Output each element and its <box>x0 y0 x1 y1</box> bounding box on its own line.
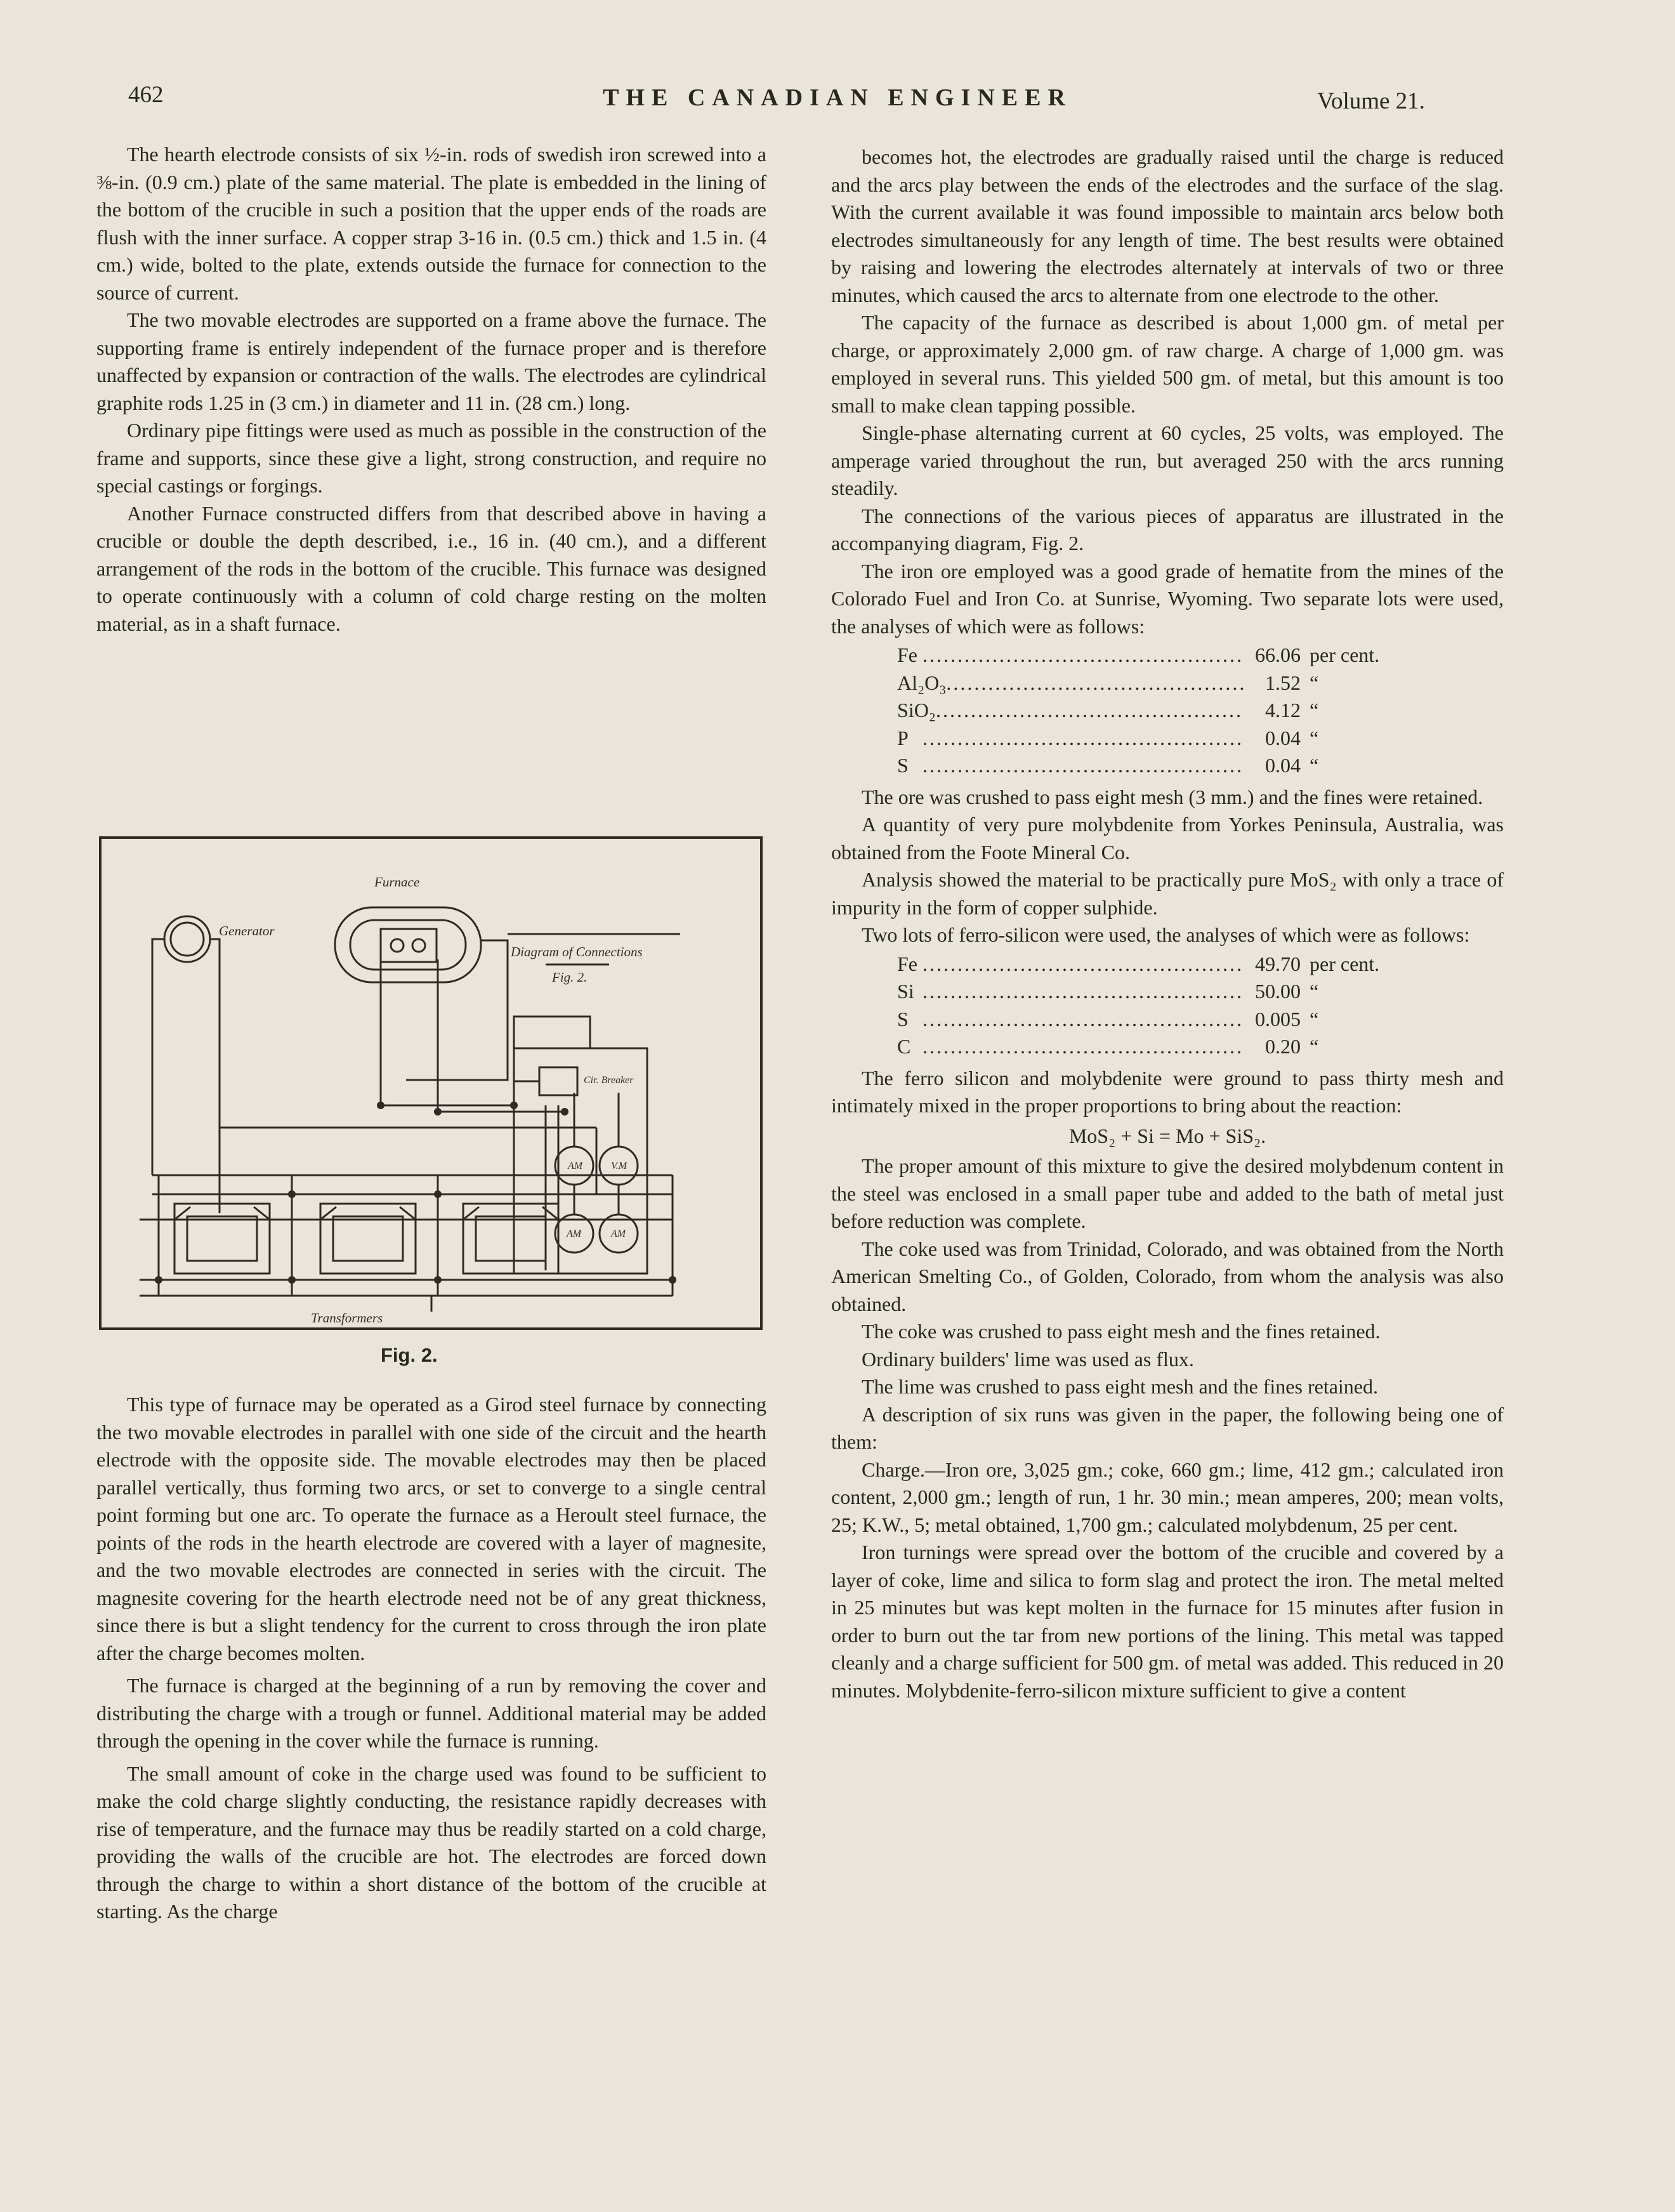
breaker-label: Cir. Breaker <box>584 1075 634 1086</box>
paragraph: A quantity of very pure molybdenite from Yorkes Peninsula, Australia, was obtained from the Foote Mineral Co. <box>831 813 1504 864</box>
journal-title: THE CANADIAN ENGINEER <box>603 84 1072 111</box>
table-row: S ..... 0.04 “ <box>897 752 1417 780</box>
table-row: Fe ..... 49.70 per cent. <box>897 951 1417 978</box>
table-row: SiO₂ ..... 4.12 “ <box>897 697 1417 725</box>
table-row: S ..... 0.005 “ <box>897 1006 1417 1034</box>
paragraph: The connections of the various pieces of apparatus are illustrated in the accompanying diagram, Fig. 2. <box>831 504 1504 555</box>
paragraph: Single-phase alternating current at 60 cycles, 25 volts, was employed. The amperage varied throughout the run, but averaged 250 with the arcs running steadily. <box>831 421 1504 499</box>
paragraph: The small amount of coke in the charge used was found to be sufficient to make the cold charge slightly conducting, the resistance rapidly decreases with rise of temperature, and the furnace may thus be readily started on a cold charge, providing the walls of the crucible are hot. The electrodes are forced down through the charge to within a short distance of the bottom of the crucible at starting. As the charge <box>96 1761 766 1923</box>
connection-diagram <box>99 836 763 1330</box>
paragraph: Iron turnings were spread over the bottom of the crucible and covered by a layer of coke, lime and silica to form slag and protect the iron. The metal melted in 25 minutes but was kept molten in the furnace for 15 minutes after fusion in order to burn out the tar from new portions of the lining. This metal was tapped cleanly and a charge sufficient for 500 gm. of metal was added. This reduced in 20 minutes. Molybdenite-ferro-silicon mixture sufficient to give a content <box>831 1541 1504 1702</box>
paragraph: A description of six runs was given in the paper, the following being one of them: <box>831 1402 1504 1453</box>
left-column-top <box>96 141 766 638</box>
paragraph: Ordinary pipe fittings were used as much as possible in the construction of the frame and supports, since these give a light, strong construction, and require no special castings or forgings. <box>96 419 766 497</box>
paragraph: Analysis showed the material to be practically pure MoS₂ with only a trace of impurity in the form of copper sulphide. <box>831 868 1504 919</box>
paragraph: This type of furnace may be operated as a Girod steel furnace by connecting the two movable electrodes in parallel with one side of the circuit and the hearth electrode with the opposite side. The movable electrodes may then be placed parallel vertically, thus forming two arcs, or set to converge to a single central point forming but one arc. To operate the furnace as a Heroult steel furnace, the points of the rods in the hearth electrode are covered with a layer of magnesite, and the two movable electrodes are connected in series with the circuit. The magnesite covering for the hearth electrode need not be of any great thickness, since there is but a slight tendency for the current to cross through the iron plate after the charge becomes molten. <box>96 1393 766 1664</box>
paragraph: Another Furnace constructed differs from that described above in having a crucible or double the depth described, i.e., 16 in. (40 cm.), and a different arrangement of the rods in the bottom of the crucible. This furnace was designed to operate continuously with a column of cold charge resting on the molten material, as in a shaft furnace. <box>96 501 766 635</box>
table-row: P ..... 0.04 “ <box>897 725 1417 753</box>
reaction-equation: MoS₂ + Si = Mo + SiS₂. <box>1068 1124 1266 1147</box>
paragraph: becomes hot, the electrodes are gradually raised until the charge is reduced and the arcs play between the ends of the electrodes and the surface of the slag. With the current available it was found impossible to maintain arcs below both electrodes simultaneously for any length of time. The best results were obtained by raising and lowering the electrodes alternately at intervals of two or three minutes, which caused the arcs to alternate from one electrode to the other. <box>831 145 1504 306</box>
figure-caption: Fig. 2. <box>381 1344 438 1366</box>
ammeter-label: AM <box>611 1228 626 1239</box>
paragraph: Charge.—Iron ore, 3,025 gm.; coke, 660 gm.; lime, 412 gm.; calculated iron content, 2,000 gm.; length of run, 1 hr. 30 min.; mean amperes, 200; mean volts, 25; K.W., 5; metal obtained, 1,700 gm.; calculated molybdenum, 25 per cent. <box>831 1458 1504 1536</box>
page-number: 462 <box>128 82 164 108</box>
left-column-bottom <box>96 1391 766 1926</box>
paragraph: The ferro silicon and molybdenite were ground to pass thirty mesh and intimately mixed in the proper proportions to bring about the reaction: <box>831 1066 1504 1117</box>
transformers-label: Transformers <box>311 1310 383 1326</box>
wiring-diagram-svg <box>102 839 760 1327</box>
table-row: C ..... 0.20 “ <box>897 1033 1417 1061</box>
paragraph: The two movable electrodes are supported on a frame above the furnace. The supporting frame is entirely independent of the furnace proper and is therefore unaffected by expansion or contraction of the walls. The electrodes are cylindrical graphite rods 1.25 in (3 cm.) in diameter and 11 in. (28 cm.) long. <box>96 308 766 414</box>
table-row: Fe ..... 66.06 per cent. <box>897 642 1417 669</box>
diagram-title-label: Diagram of Connections <box>511 944 643 959</box>
ferro-silicon-table <box>897 951 1417 1061</box>
paragraph: The ore was crushed to pass eight mesh (3 mm.) and the fines were retained. <box>862 785 1483 808</box>
paragraph: The lime was crushed to pass eight mesh and the fines retained. <box>862 1375 1378 1398</box>
volume-label: Volume 21. <box>1317 88 1425 114</box>
paragraph: The proper amount of this mixture to give the desired molybdenum content in the steel was enclosed in a small paper tube and added to the bath of metal just before reduction was complete. <box>831 1154 1504 1232</box>
generator-label: Generator <box>219 923 275 938</box>
paragraph: Ordinary builders' lime was used as flux. <box>862 1347 1194 1371</box>
paragraph: The iron ore employed was a good grade of hematite from the mines of the Colorado Fuel and Iron Co. at Sunrise, Wyoming. Two separate lots were used, the analyses of which were as follows: <box>831 559 1504 638</box>
paragraph: The capacity of the furnace as described is about 1,000 gm. of metal per charge, or approximately 2,000 gm. of raw charge. A charge of 1,000 gm. was employed in several runs. This yielded 500 gm. of metal, but this amount is too small to make clean tapping possible. <box>831 311 1504 417</box>
table-row: Al₂O₃ ..... 1.52 “ <box>897 669 1417 697</box>
voltmeter-label: V.M <box>611 1161 627 1171</box>
paragraph: Two lots of ferro-silicon were used, the analyses of which were as follows: <box>862 923 1470 946</box>
furnace-label: Furnace <box>374 874 420 890</box>
ammeter-label: AM <box>568 1161 583 1171</box>
paragraph: The hearth electrode consists of six ½-in. rods of swedish iron screwed into a ⅜-in. (0.9 cm.) plate of the same material. The plate is embedded in the lining of the bottom of the crucible in such a position that the upper ends of the roads are flush with the inner surface. A copper strap 3-16 in. (0.5 cm.) thick and 1.5 in. (4 cm.) wide, bolted to the plate, extends outside the furnace for connection to the source of current. <box>96 143 766 304</box>
table-row: Si ..... 50.00 “ <box>897 978 1417 1006</box>
ammeter-label: AM <box>567 1228 582 1239</box>
paragraph: The coke used was from Trinidad, Colorado, and was obtained from the North American Smelting Co., of Golden, Colorado, from whom the analysis was also obtained. <box>831 1237 1504 1315</box>
diagram-fig-label: Fig. 2. <box>552 970 588 985</box>
paragraph: The furnace is charged at the beginning of a run by removing the cover and distributing the charge with a trough or funnel. Additional material may be added through the opening in the cover while the furnace is running. <box>96 1674 766 1752</box>
paragraph: The coke was crushed to pass eight mesh and the fines retained. <box>862 1320 1381 1343</box>
right-column <box>831 143 1504 1704</box>
ore-analysis-table <box>897 642 1417 780</box>
